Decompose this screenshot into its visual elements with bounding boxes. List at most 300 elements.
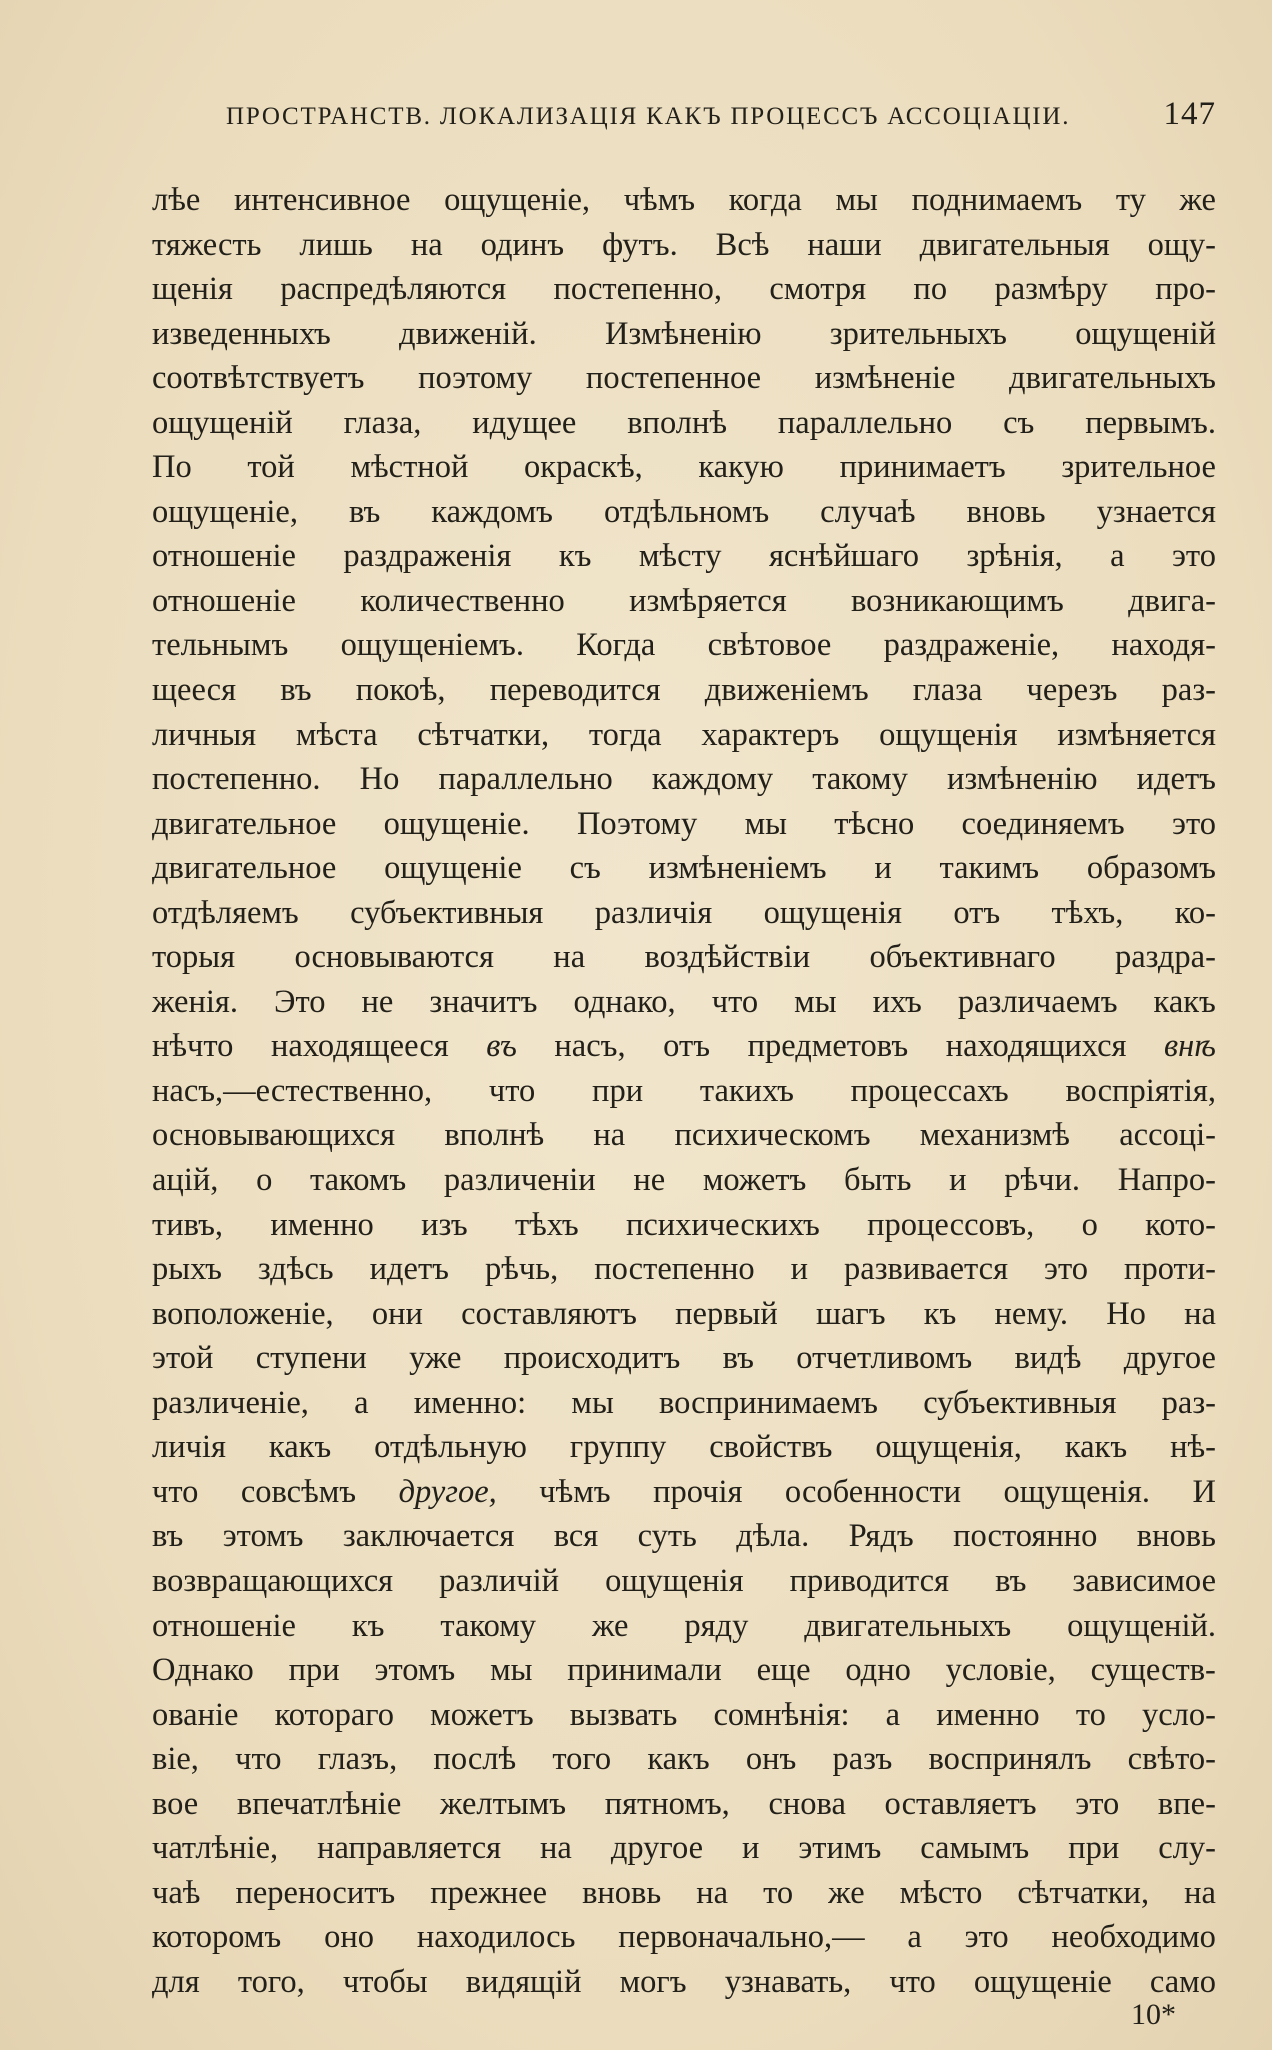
word: сомнѣнія: [713, 1696, 850, 1733]
word: шагъ [815, 1295, 886, 1332]
word: постепенное [585, 360, 762, 397]
word: такому [812, 761, 908, 798]
word: находилось [416, 1919, 576, 1956]
running-title: ПРОСТРАНСТВ. ЛОКАЛИЗАЦІЯ КАКЪ ПРОЦЕССЪ АССОЦІАЦІИ. [226, 103, 1071, 130]
word: о [256, 1162, 273, 1199]
word: которомъ [152, 1919, 282, 1956]
word: же [591, 1607, 629, 1644]
word: процессахъ [850, 1072, 1009, 1109]
word: И [1192, 1473, 1216, 1510]
word: то [763, 1874, 794, 1911]
word: отношеніе [152, 582, 296, 619]
word: ацій, [152, 1162, 219, 1199]
word: именно: [413, 1384, 527, 1421]
word: Измѣненію [604, 315, 762, 352]
word: покоѣ, [355, 672, 446, 709]
text-line [152, 178, 1216, 223]
word: вновь [1136, 1518, 1216, 1555]
word: такимъ [939, 850, 1040, 887]
word: въ [280, 672, 312, 709]
word: тяжесть [152, 226, 262, 263]
word: различія [594, 894, 713, 931]
word: слу- [1158, 1830, 1216, 1867]
text-line [152, 1113, 1216, 1158]
word: глаза [912, 672, 983, 709]
word: въ [348, 493, 381, 530]
word: двигательныхъ [1009, 360, 1216, 397]
text-line [152, 1158, 1216, 1203]
word: не [361, 983, 394, 1020]
word: измѣряется [629, 582, 787, 619]
word: основываются [294, 939, 494, 976]
word: же [828, 1874, 865, 1911]
word: воспринимаемъ [658, 1384, 878, 1421]
text-line [152, 1648, 1216, 1693]
text-line [152, 1514, 1216, 1559]
word: на [1184, 1874, 1216, 1911]
word: тѣхъ [514, 1206, 579, 1243]
word: на [540, 1830, 572, 1867]
word: движеній. [399, 315, 537, 352]
word: чатлѣніе, [152, 1830, 279, 1867]
word: ощущеніе, [152, 493, 298, 530]
word: при [1068, 1830, 1120, 1867]
word: а [354, 1384, 369, 1421]
word: тѣсно [834, 805, 915, 842]
word: первый [675, 1295, 778, 1332]
text-line [152, 1381, 1216, 1426]
word: что [235, 1741, 282, 1778]
word: впе- [1157, 1785, 1216, 1822]
word: это [1172, 805, 1216, 842]
word: идетъ [1136, 761, 1216, 798]
word: мы [794, 983, 837, 1020]
word: на [553, 939, 586, 976]
word: тивъ, [152, 1206, 224, 1243]
word: мѣсто [899, 1874, 983, 1911]
word: лѣе [152, 182, 201, 218]
word: что [711, 983, 759, 1020]
word: про- [1155, 271, 1216, 308]
word: впечатлѣніе [236, 1785, 402, 1822]
word: объективнаго [869, 939, 1056, 976]
word: значитъ [429, 983, 538, 1020]
word: къ [351, 1607, 385, 1644]
italic-word: другое, [398, 1473, 497, 1510]
italic-word: въ [486, 1028, 517, 1065]
word: что [488, 1072, 536, 1109]
word: чтобы [342, 1963, 428, 2000]
word: идетъ [369, 1251, 449, 1288]
word: это [964, 1919, 1009, 1956]
word: ту [1115, 182, 1146, 218]
word: ощущенія [605, 1562, 744, 1599]
word: при [288, 1652, 340, 1689]
word: мы [571, 1384, 614, 1421]
word: психическомъ [674, 1117, 871, 1154]
word: приводится [789, 1562, 949, 1599]
text-line [152, 356, 1216, 401]
word: ощущенія [879, 716, 1018, 753]
word: возвращающихся [152, 1562, 394, 1599]
word: механизмѣ [919, 1117, 1070, 1154]
text-line [152, 1737, 1216, 1782]
word: воспріятія, [1065, 1072, 1216, 1109]
word: различій [439, 1562, 560, 1599]
word: постоянно [953, 1518, 1098, 1555]
text-line [152, 1024, 1216, 1069]
text-line [152, 1960, 1216, 2005]
word: случаѣ [820, 493, 916, 530]
word: изъ [421, 1206, 468, 1243]
page-number: 147 [1163, 96, 1216, 132]
word: это [1171, 538, 1216, 575]
word: различеніи [443, 1162, 596, 1199]
word: находящееся [271, 1028, 449, 1065]
word: онъ [745, 1741, 797, 1778]
word: отъ [663, 1028, 711, 1065]
word: поднимаемъ [911, 182, 1083, 218]
text-line [152, 802, 1216, 847]
word: воположеніе, [152, 1295, 334, 1332]
word: этой [152, 1340, 214, 1377]
text-line [152, 1915, 1216, 1960]
word: предметовъ [747, 1028, 909, 1065]
word: и [741, 1830, 760, 1867]
text-line [152, 534, 1216, 579]
word: ощущеніе [973, 1963, 1112, 2000]
word: необходимо [1051, 1919, 1216, 1956]
word: зависимое [1072, 1562, 1216, 1599]
word: усло- [1141, 1696, 1216, 1733]
word: основывающихся [152, 1117, 396, 1154]
word: постепенно, [553, 271, 723, 308]
word: сѣтчатки, [1017, 1874, 1150, 1911]
word: еще [756, 1652, 811, 1689]
word: а [885, 1696, 901, 1733]
word: лишь [299, 226, 373, 263]
word: насъ, [554, 1028, 626, 1065]
word: отчетливомъ [796, 1340, 973, 1377]
word: какъ [1153, 983, 1216, 1020]
word: ощущеніе [384, 850, 522, 887]
word: на [696, 1874, 729, 1911]
word: свойствъ [709, 1429, 833, 1466]
word: вновь [582, 1874, 662, 1911]
word: віе, [152, 1741, 199, 1778]
word: торыя [152, 939, 236, 976]
word: какъ [268, 1429, 332, 1466]
word: окраскѣ, [524, 449, 643, 486]
word: того, [237, 1963, 305, 2000]
word: отдѣльную [374, 1429, 527, 1466]
word: узнавать, [724, 1963, 852, 2000]
word: въ [995, 1562, 1027, 1599]
text-line [152, 1470, 1216, 1515]
word: происходитъ [503, 1340, 681, 1377]
word: женія. [152, 983, 238, 1020]
word: нѣчто [152, 1028, 234, 1065]
word: для [152, 1963, 200, 2000]
word: котораго [274, 1696, 395, 1733]
word: глазъ, [317, 1741, 398, 1778]
word: свѣтовое [707, 627, 832, 664]
word: субъективныя [923, 1384, 1117, 1421]
word: узнается [1096, 493, 1216, 530]
word: каждому [651, 761, 774, 798]
word: не [633, 1162, 666, 1199]
text-line [152, 445, 1216, 490]
word: раз- [1161, 672, 1216, 709]
word: параллельно [777, 404, 953, 441]
word: такомъ [310, 1162, 407, 1199]
word: интенсивное [233, 182, 411, 218]
text-line [152, 891, 1216, 936]
word: отдѣльномъ [603, 493, 770, 530]
word: что [152, 1473, 199, 1510]
word: субъективныя [350, 894, 544, 931]
word: къ [923, 1295, 957, 1332]
word: поэтому [418, 360, 533, 397]
word: двигательныхъ [804, 1607, 1012, 1644]
word: могъ [619, 1963, 687, 2000]
word: одно [845, 1652, 911, 1689]
word: По [152, 449, 192, 486]
word: возникающимъ [851, 582, 1064, 619]
text-line [152, 757, 1216, 802]
word: составляютъ [461, 1295, 637, 1332]
word: каждомъ [431, 493, 553, 530]
word: ощущеній. [1067, 1607, 1216, 1644]
word: условіе, [945, 1652, 1056, 1689]
word: послѣ [433, 1741, 517, 1778]
word: что [889, 1963, 936, 2000]
word: на [593, 1117, 626, 1154]
word: о [1081, 1206, 1098, 1243]
word: щенія [152, 271, 233, 308]
text-line [152, 312, 1216, 357]
word: ощущеній [1075, 315, 1216, 352]
word: зрѣнія, [966, 538, 1063, 575]
word: отношеніе [152, 538, 296, 575]
word: наши [807, 226, 882, 263]
word: переноситъ [235, 1874, 396, 1911]
word: и [949, 1162, 967, 1199]
word: двигательное [152, 805, 337, 842]
word: насъ,—естественно, [152, 1072, 433, 1109]
word: находя- [1111, 627, 1216, 664]
word: Рядъ [848, 1518, 914, 1555]
word: зрительныхъ [829, 315, 1007, 352]
word: идущее [472, 404, 577, 441]
word: особенности [784, 1473, 962, 1510]
word: однако, [573, 983, 676, 1020]
word: распредѣляются [280, 271, 507, 308]
word: съ [1003, 404, 1035, 441]
word: воздѣйствіи [644, 939, 811, 976]
text-line [152, 713, 1216, 758]
word: Напро- [1117, 1162, 1216, 1199]
word: одинъ [480, 226, 565, 263]
word: это [1044, 1251, 1089, 1288]
word: видѣ [1014, 1340, 1082, 1377]
word: можетъ [430, 1696, 534, 1733]
word: измѣненіемъ [648, 850, 827, 887]
word: Поэтому [576, 805, 698, 842]
word: раз- [1161, 1384, 1216, 1421]
word: находящихся [945, 1028, 1127, 1065]
word: оно [324, 1919, 374, 1956]
word: группу [569, 1429, 667, 1466]
word: на [1184, 1295, 1216, 1332]
word: футъ. [602, 226, 678, 263]
word: ступени [255, 1340, 367, 1377]
word: процессовъ, [867, 1206, 1035, 1243]
word: совсѣмъ [240, 1473, 357, 1510]
word: глаза, [343, 404, 422, 441]
word: рыхъ [152, 1251, 222, 1288]
word: характеръ [701, 716, 840, 753]
text-line [152, 223, 1216, 268]
word: смотря [769, 271, 867, 308]
word: развивается [844, 1251, 1009, 1288]
text-line [152, 935, 1216, 980]
word: двигательныя [919, 226, 1110, 263]
word: Но [1106, 1295, 1146, 1332]
word: ощущенія [763, 894, 902, 931]
word: этимъ [798, 1830, 882, 1867]
word: ощущеній [152, 404, 293, 441]
word: воспринялъ [928, 1741, 1092, 1778]
word: Когда [576, 627, 656, 664]
word: принимаетъ [839, 449, 1006, 486]
word: другое [610, 1830, 704, 1867]
word: быть [844, 1162, 912, 1199]
word: переводится [489, 672, 661, 709]
word: количественно [360, 582, 565, 619]
word: самымъ [920, 1830, 1030, 1867]
word: той [247, 449, 295, 486]
word: здѣсь [257, 1251, 334, 1288]
word: ихъ [872, 983, 922, 1020]
word: свѣто- [1127, 1741, 1216, 1778]
word: мы [835, 182, 878, 218]
text-line [152, 1826, 1216, 1871]
word: чаѣ [152, 1874, 201, 1911]
word: они [371, 1295, 423, 1332]
word: проти- [1124, 1251, 1216, 1288]
word: параллельно [438, 761, 613, 798]
text-line [152, 1203, 1216, 1248]
word: вое [152, 1785, 199, 1822]
word: постепенно [594, 1251, 755, 1288]
word: а [907, 1919, 922, 1956]
word: другое [1123, 1340, 1216, 1377]
text-line [152, 1425, 1216, 1470]
word: дѣла. [736, 1518, 810, 1555]
text-line [152, 401, 1216, 446]
word: тѣхъ, [1051, 894, 1124, 931]
word: какую [698, 449, 784, 486]
word: ко- [1174, 894, 1216, 931]
word: личныя [152, 716, 257, 753]
word: психическихъ [625, 1206, 820, 1243]
word: видящій [465, 1963, 582, 2000]
text-line [152, 579, 1216, 624]
word: снова [768, 1785, 846, 1822]
word: вполнѣ [444, 1117, 545, 1154]
signature-mark: 10* [1131, 1998, 1176, 2031]
word: отношеніе [152, 1607, 296, 1644]
word: вызвать [569, 1696, 678, 1733]
word: того [552, 1741, 612, 1778]
text-line [152, 1604, 1216, 1649]
word: и [874, 850, 892, 887]
word: ощущеніе, [444, 182, 591, 218]
word: тельнымъ [152, 627, 289, 664]
word: образомъ [1086, 850, 1216, 887]
word: принимали [567, 1652, 722, 1689]
word: и [790, 1251, 809, 1288]
word: раздраженія [343, 538, 512, 575]
word: ощущенія. [1003, 1473, 1151, 1510]
word: зрительное [1061, 449, 1216, 486]
word: мѣстной [350, 449, 469, 486]
word: различеніе, [152, 1384, 309, 1421]
word: а [1110, 538, 1125, 575]
word: это [1075, 1785, 1120, 1822]
word: измѣненіе [814, 360, 956, 397]
word: движеніемъ [704, 672, 869, 709]
word: измѣненію [946, 761, 1098, 798]
word: ряду [684, 1607, 749, 1644]
word: желтымъ [439, 1785, 567, 1822]
word: щееся [152, 672, 237, 709]
running-head [226, 96, 1216, 140]
word: въ [722, 1340, 754, 1377]
word: тогда [588, 716, 662, 753]
word: именно [270, 1206, 374, 1243]
word: когда [728, 182, 802, 218]
word: вполнѣ [627, 404, 728, 441]
word: изведенныхъ [152, 315, 331, 352]
text-line [152, 668, 1216, 713]
word: яснѣйшаго [768, 538, 919, 575]
word: мѣста [295, 716, 378, 753]
word: постепенно. [152, 761, 321, 798]
text-line [152, 846, 1216, 891]
word: такому [440, 1607, 537, 1644]
word: соотвѣтствуетъ [152, 360, 365, 397]
word: само [1149, 1963, 1216, 2000]
word: направляется [317, 1830, 502, 1867]
word: первымъ. [1085, 404, 1216, 441]
word: чѣмъ [539, 1473, 611, 1510]
word: черезъ [1026, 672, 1118, 709]
word: чѣмъ [623, 182, 696, 218]
word: то [1075, 1696, 1106, 1733]
body-text [152, 178, 1216, 2004]
text-line [152, 1069, 1216, 1114]
word: именно [936, 1696, 1040, 1733]
word: на [410, 226, 443, 263]
word: двига- [1128, 582, 1216, 619]
text-line [152, 1292, 1216, 1337]
word: по [913, 271, 948, 308]
word: первоначально,— [618, 1919, 865, 1956]
word: существ- [1090, 1652, 1216, 1689]
text-line [152, 980, 1216, 1025]
